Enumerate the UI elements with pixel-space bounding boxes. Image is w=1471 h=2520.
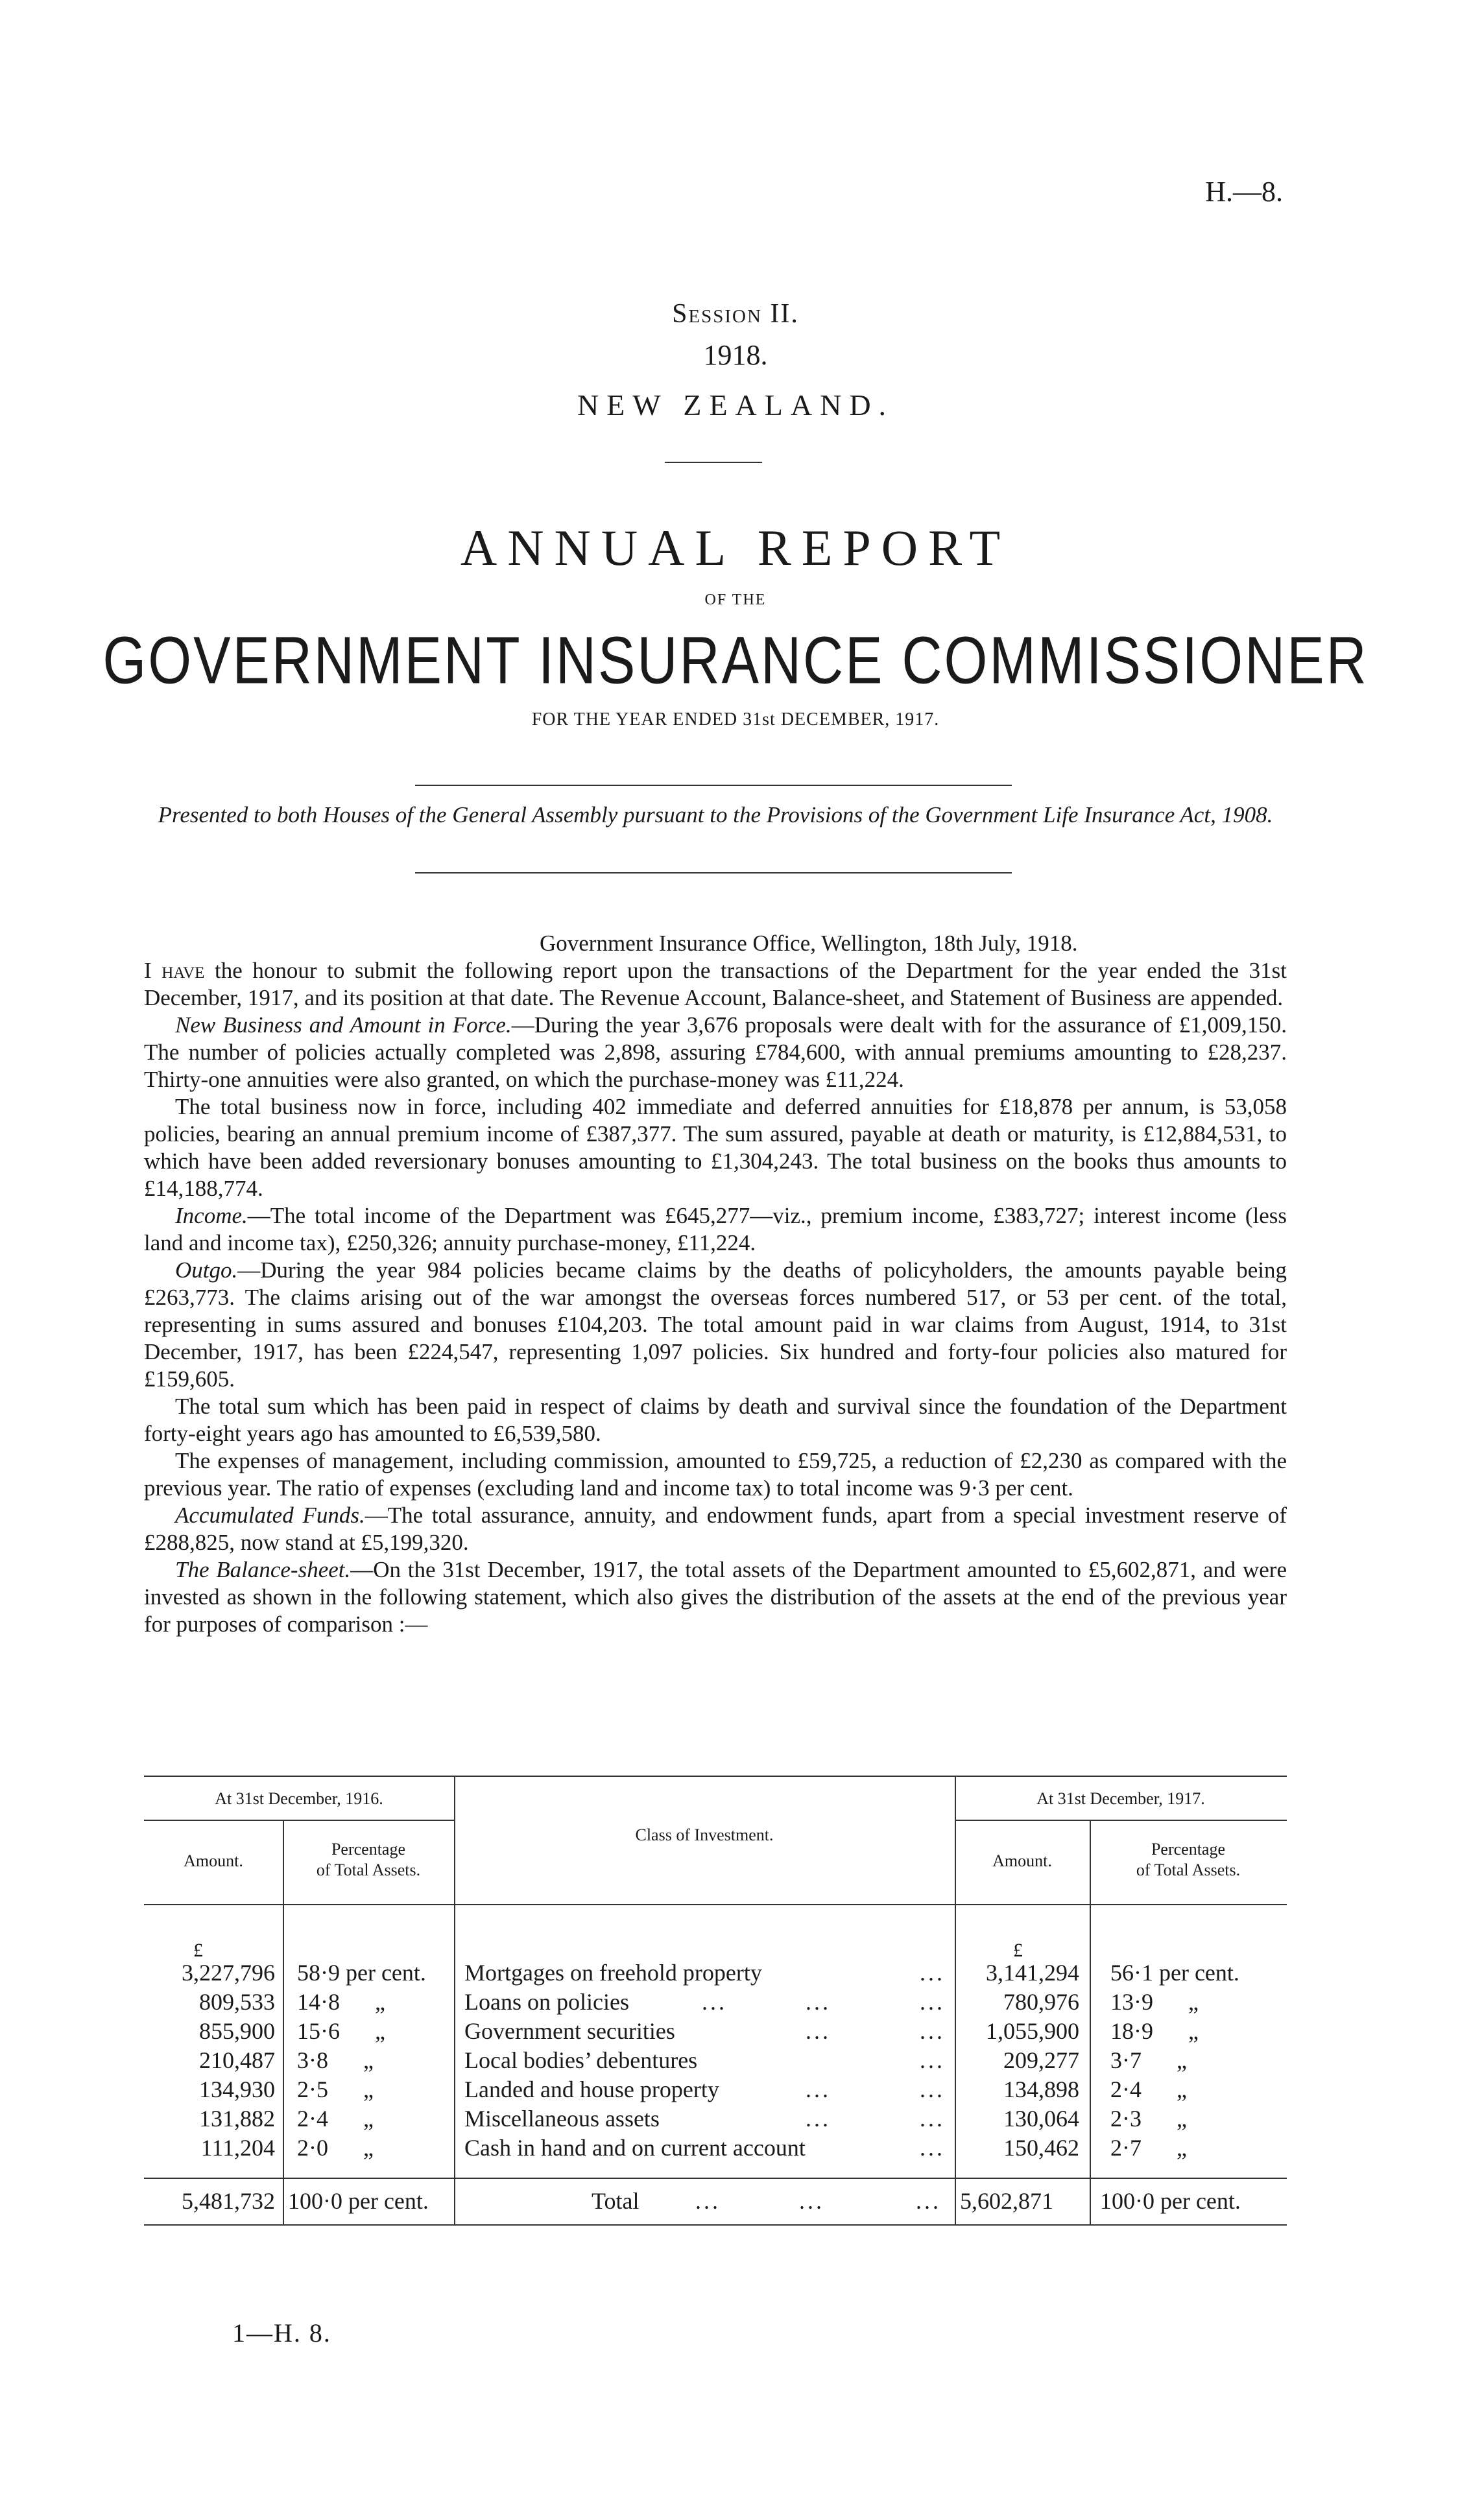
amount-1917: 209,277 — [1003, 2047, 1079, 2073]
session-label: Session II. — [672, 299, 799, 329]
divider-rule — [415, 872, 1012, 874]
percentage-1917: 2·3 „ — [1110, 2106, 1187, 2132]
percentage-1917: 56·1 per cent. — [1110, 1960, 1239, 1986]
table-rule — [955, 1820, 1287, 1821]
presented-note: Presented to both Houses of the General Assembly pursuant to the Provisions of the Government Life Insurance Act, 1908. — [158, 802, 1273, 827]
paragraph-text: —The total income of the Department was £645,277—viz., premium income, £383,727; interest income (less land and income tax), £250,326; annuity purchase-money, £11,224. — [144, 1203, 1287, 1255]
leader-dots: ... — [702, 1989, 727, 2015]
leader-dots: ... — [920, 2018, 945, 2044]
header-percentage-line: Percentage — [1151, 1840, 1226, 1859]
investment-table — [144, 1776, 1287, 2270]
percentage-1917: 13·9 „ — [1110, 1989, 1199, 2015]
total-amount-1917: 5,602,871 — [960, 2188, 1053, 2214]
leader-dots: ... — [806, 2018, 831, 2044]
section-heading: New Business and Amount in Force. — [175, 1012, 512, 1038]
percentage-1917: 2·4 „ — [1110, 2076, 1187, 2102]
amount-1916: 855,900 — [199, 2018, 275, 2044]
paragraph-text: —During the year 3,676 proposals were dealt with for the assurance of £1,009,150. The number of policies actually completed was 2,898, assuring £784,600, with annual premiums amounting to £28,237. Thirty-one annuities were also granted, on which the purchase-money was £11,224. — [144, 1012, 1287, 1092]
percentage-1916: 58·9 per cent. — [297, 1960, 426, 1986]
header-1916: At 31st December, 1916. — [215, 1789, 383, 1808]
header-1917: At 31st December, 1917. — [1036, 1789, 1205, 1808]
paragraph: The total sum which has been paid in respect of claims by death and survival since the foundation of the Department forty-eight years ago has amounted to £6,539,580. — [144, 1394, 1287, 1446]
investment-class: Loans on policies — [464, 1989, 629, 2015]
leader-dots: ... — [920, 2106, 945, 2132]
percentage-1917: 18·9 „ — [1110, 2018, 1199, 2044]
leader-dots: ... — [920, 2135, 945, 2161]
percentage-1916: 3·8 „ — [297, 2047, 374, 2073]
percentage-1916: 14·8 „ — [297, 1989, 385, 2015]
header-amount-1917: Amount. — [992, 1851, 1052, 1870]
paragraph — [144, 957, 1287, 1012]
header-amount-1916: Amount. — [184, 1851, 243, 1870]
total-label: Total — [592, 2188, 640, 2214]
section-heading: Income. — [175, 1203, 248, 1228]
leader-dots: ... — [806, 2106, 831, 2132]
currency-symbol: £ — [193, 1940, 203, 1961]
leader-dots: ... — [695, 2188, 721, 2214]
investment-class: Landed and house property — [464, 2076, 719, 2102]
year-label: 1918. — [703, 339, 768, 371]
report-title-main: GOVERNMENT INSURANCE COMMISSIONER — [102, 623, 1369, 698]
dateline: Government Insurance Office, Wellington, 18th July, 1918. — [540, 931, 1078, 956]
paragraph — [144, 1202, 1287, 1257]
amount-1917: 1,055,900 — [986, 2018, 1079, 2044]
percentage-1916: 2·4 „ — [297, 2106, 374, 2132]
table-rule — [144, 2224, 1287, 2226]
opening-words: I have — [144, 958, 205, 983]
amount-1916: 111,204 — [200, 2135, 275, 2161]
amount-1917: 134,898 — [1003, 2076, 1079, 2102]
leader-dots: ... — [920, 1960, 945, 1986]
percentage-1916: 15·6 „ — [297, 2018, 385, 2044]
amount-1917: 780,976 — [1003, 1989, 1079, 2015]
report-body — [144, 930, 1287, 1638]
total-amount-1916: 5,481,732 — [182, 2188, 275, 2214]
amount-1916: 3,227,796 — [182, 1960, 275, 1986]
leader-dots: ... — [799, 2188, 824, 2214]
paragraph-text: —On the 31st December, 1917, the total assets of the Department amounted to £5,602,871, and were invested as shown in the following statement, which also gives the distribution of the assets at the end of the previous year for purposes of comparison :— — [144, 1557, 1287, 1637]
currency-symbol: £ — [1013, 1940, 1023, 1961]
section-heading: Accumulated Funds. — [175, 1503, 365, 1528]
investment-class: Cash in hand and on current account — [464, 2135, 806, 2161]
report-title: ANNUAL REPORT — [460, 519, 1011, 576]
paragraph-text: —The total assurance, annuity, and endowment funds, apart from a special investment reserve of £288,825, now stand at £5,199,320. — [144, 1503, 1287, 1555]
divider-rule — [415, 785, 1012, 786]
table-rule — [144, 1776, 1287, 1777]
amount-1916: 809,533 — [199, 1989, 275, 2015]
paragraph — [144, 1502, 1287, 1556]
percentage-1917: 3·7 „ — [1110, 2047, 1187, 2073]
leader-dots: ... — [920, 2076, 945, 2102]
amount-1917: 150,462 — [1003, 2135, 1079, 2161]
paragraph-text: the honour to submit the following report upon the transactions of the Department for the year ended the 31st December, 1917, and its position at that date. The Revenue Account, Balance-sheet, and Statement of Business are appended. — [144, 958, 1287, 1010]
total-percentage-1916: 100·0 per cent. — [288, 2188, 429, 2214]
paragraph: The total business now in force, including 402 immediate and deferred annuities for £18,878 per annum, is 53,058 policies, bearing an annual premium income of £387,377. The sum assured, payable at death or maturity, is £12,884,531, to which have been added reversionary bonuses amounting to £1,304,243. The total business on the books thus amounts to £14,188,774. — [144, 1094, 1287, 1201]
percentage-1916: 2·5 „ — [297, 2076, 374, 2102]
divider-rule — [665, 462, 762, 463]
investment-class: Mortgages on freehold property — [464, 1960, 762, 1986]
header-percentage-line: of Total Assets. — [316, 1860, 421, 1879]
paragraph-text: —During the year 984 policies became claims by the deaths of policyholders, the amounts payable being £263,773. The claims arising out of the war amongst the overseas forces numbered 517, or 53 per cent. of the total, representing in sums assured and bonuses £104,203. The total amount paid in war claims from August, 1914, to 31st December, 1917, has been £224,547, representing 1,097 policies. Six hundred and forty-four policies also matured for £159,605. — [144, 1257, 1287, 1392]
amount-1916: 134,930 — [199, 2076, 275, 2102]
total-percentage-1917: 100·0 per cent. — [1100, 2188, 1241, 2214]
leader-dots: ... — [806, 2076, 831, 2102]
country-label: NEW ZEALAND. — [577, 388, 894, 422]
section-heading: The Balance-sheet. — [175, 1557, 351, 1582]
header-class: Class of Investment. — [635, 1825, 774, 1844]
investment-class: Local bodies’ debentures — [464, 2047, 698, 2073]
section-heading: Outgo. — [175, 1257, 238, 1283]
header-percentage-line: of Total Assets. — [1136, 1860, 1241, 1879]
paragraph: The expenses of management, including commission, amounted to £59,725, a reduction of £2,230 as compared with the previous year. The ratio of expenses (excluding land and income tax) to total income was 9·3 per cent. — [144, 1448, 1287, 1501]
investment-class: Miscellaneous assets — [464, 2106, 660, 2132]
title-connector: OF THE — [704, 591, 767, 608]
percentage-1916: 2·0 „ — [297, 2135, 374, 2161]
header-percentage-line: Percentage — [331, 1840, 406, 1859]
paragraph — [144, 1012, 1287, 1093]
leader-dots: ... — [920, 2047, 945, 2073]
leader-dots: ... — [806, 1989, 831, 2015]
amount-1916: 210,487 — [199, 2047, 275, 2073]
report-subtitle: FOR THE YEAR ENDED 31st DECEMBER, 1917. — [531, 709, 940, 730]
signature-mark: 1—H. 8. — [232, 2318, 331, 2348]
table-rule — [144, 1904, 1287, 1905]
leader-dots: ... — [920, 1989, 945, 2015]
leader-dots: ... — [916, 2188, 941, 2214]
amount-1917: 3,141,294 — [986, 1960, 1079, 1986]
table-rule — [144, 2178, 1287, 2179]
percentage-1917: 2·7 „ — [1110, 2135, 1187, 2161]
header-percentage-1917 — [1090, 1839, 1287, 1881]
amount-1917: 130,064 — [1003, 2106, 1079, 2132]
investment-class: Government securities — [464, 2018, 675, 2044]
header-percentage-1916 — [283, 1839, 454, 1881]
paragraph — [144, 1257, 1287, 1393]
paragraph — [144, 1556, 1287, 1638]
amount-1916: 131,882 — [199, 2106, 275, 2132]
page-reference: H.—8. — [1205, 176, 1283, 208]
table-rule — [144, 1820, 454, 1821]
